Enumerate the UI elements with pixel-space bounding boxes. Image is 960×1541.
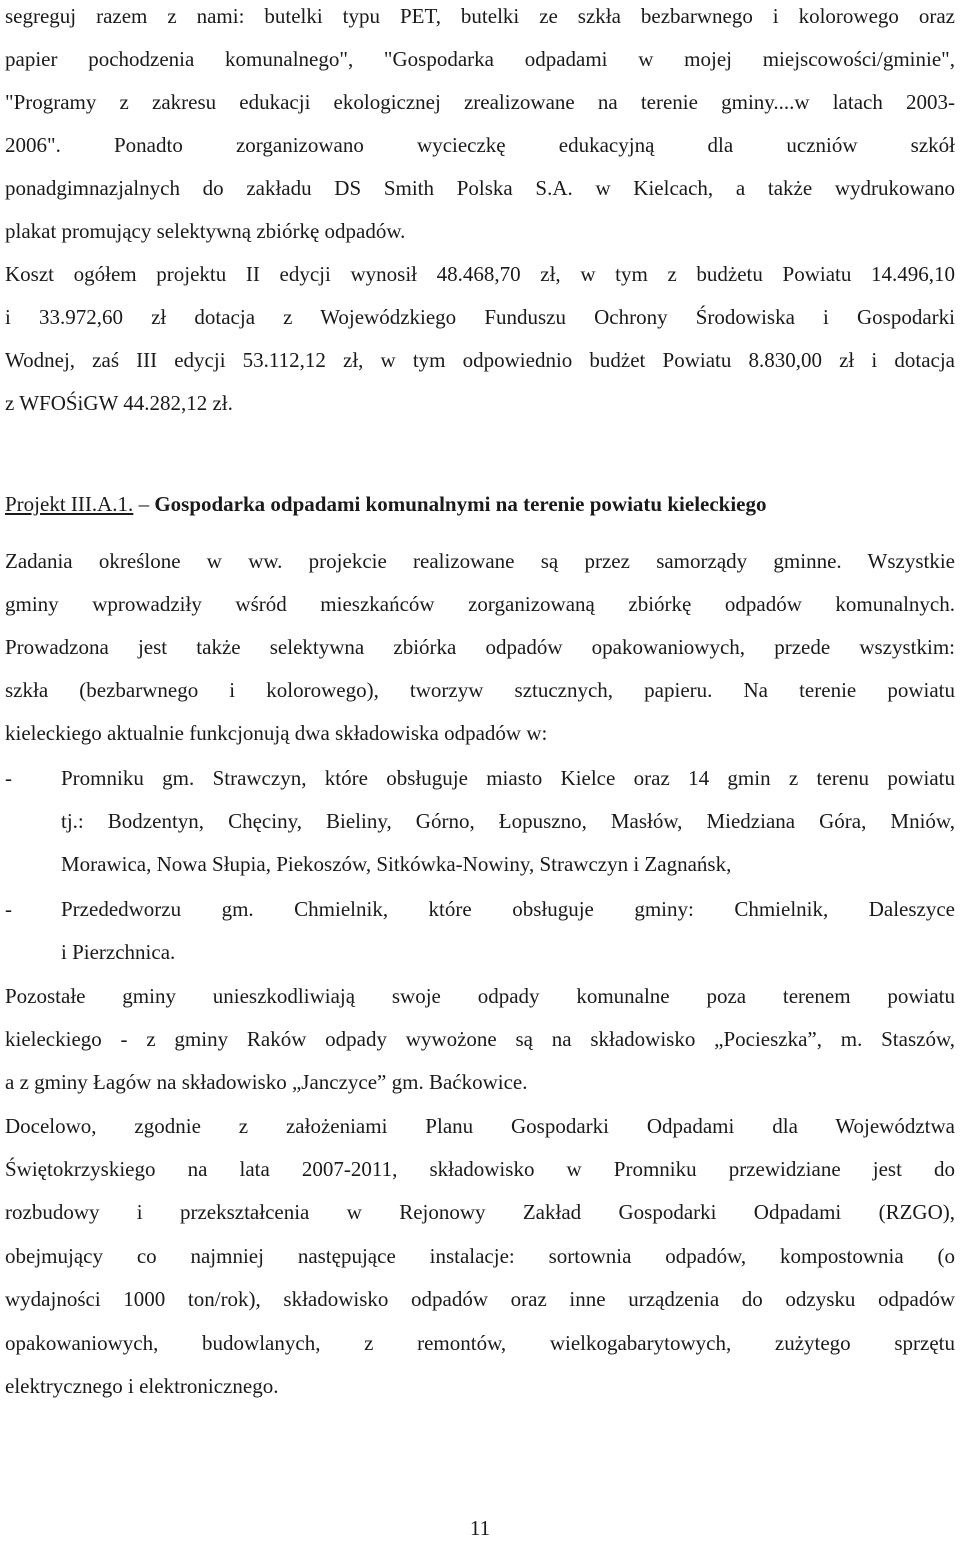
list-item-text: Promniku gm. Strawczyn, które obsługuje miasto Kielce oraz 14 gmin z terenu powiatu	[61, 766, 955, 790]
list-item-text: i Pierzchnica.	[61, 940, 176, 964]
text-line: i 33.972,60 zł dotacja z Wojewódzkiego Funduszu Ochrony Środowiska i Gospodarki	[5, 305, 955, 329]
text-line: obejmujący co najmniej następujące instalacje: sortownia odpadów, kompostownia (o	[5, 1244, 955, 1268]
project-number: Projekt III.A.1.	[5, 492, 134, 516]
section-title: Gospodarka odpadami komunalnymi na terenie powiatu kieleckiego	[154, 492, 767, 516]
text-line: Zadania określone w ww. projekcie realizowane są przez samorządy gminne. Wszystkie	[5, 549, 955, 573]
text-line: 2006". Ponadto zorganizowano wycieczkę edukacyjną dla uczniów szkół	[5, 133, 955, 157]
list-item-text: Przededworzu gm. Chmielnik, które obsługuje gminy: Chmielnik, Daleszyce	[61, 897, 955, 921]
text-line: gminy wprowadziły wśród mieszkańców zorganizowaną zbiórkę odpadów komunalnych.	[5, 592, 955, 616]
text-line: plakat promujący selektywną zbiórkę odpadów.	[5, 219, 406, 243]
section-heading	[5, 491, 955, 517]
text-line: szkła (bezbarwnego i kolorowego), tworzyw sztucznych, papieru. Na terenie powiatu	[5, 678, 955, 702]
page-number: 11	[469, 1516, 491, 1540]
list-dash: -	[5, 897, 12, 921]
text-line: Świętokrzyskiego na lata 2007-2011, składowisko w Promniku przewidziane jest do	[5, 1157, 955, 1181]
text-line: elektrycznego i elektronicznego.	[5, 1374, 279, 1398]
list-dash: -	[5, 766, 12, 790]
text-line: Pozostałe gminy unieszkodliwiają swoje odpady komunalne poza terenem powiatu	[5, 984, 955, 1008]
text-line: Docelowo, zgodnie z założeniami Planu Gospodarki Odpadami dla Województwa	[5, 1114, 955, 1138]
text-line: rozbudowy i przekształcenia w Rejonowy Zakład Gospodarki Odpadami (RZGO),	[5, 1200, 955, 1224]
text-line: "Programy z zakresu edukacji ekologicznej zrealizowane na terenie gminy....w latach 2003-	[5, 90, 955, 114]
list-item-text: Morawica, Nowa Słupia, Piekoszów, Sitkówka-Nowiny, Strawczyn i Zagnańsk,	[61, 852, 732, 876]
text-line: Prowadzona jest także selektywna zbiórka odpadów opakowaniowych, przede wszystkim:	[5, 635, 955, 659]
text-line: Koszt ogółem projektu II edycji wynosił 48.468,70 zł, w tym z budżetu Powiatu 14.496,10	[5, 262, 955, 286]
heading-dash: –	[133, 492, 155, 516]
text-line: z WFOŚiGW 44.282,12 zł.	[5, 391, 233, 415]
list-item-text: tj.: Bodzentyn, Chęciny, Bieliny, Górno, Łopuszno, Masłów, Miedziana Góra, Mniów,	[61, 809, 955, 833]
text-line: kieleckiego - z gminy Raków odpady wywożone są na składowisko „Pocieszka”, m. Staszów,	[5, 1027, 955, 1051]
text-line: Wodnej, zaś III edycji 53.112,12 zł, w tym odpowiednio budżet Powiatu 8.830,00 zł i dotacja	[5, 348, 955, 372]
text-line: papier pochodzenia komunalnego", "Gospodarka odpadami w mojej miejscowości/gminie",	[5, 47, 955, 71]
text-line: ponadgimnazjalnych do zakładu DS Smith Polska S.A. w Kielcach, a także wydrukowano	[5, 176, 955, 200]
text-line: a z gminy Łagów na składowisko „Janczyce” gm. Baćkowice.	[5, 1070, 528, 1094]
text-line: wydajności 1000 ton/rok), składowisko odpadów oraz inne urządzenia do odzysku odpadów	[5, 1287, 955, 1311]
text-line: opakowaniowych, budowlanych, z remontów, wielkogabarytowych, zużytego sprzętu	[5, 1331, 955, 1355]
text-line: segreguj razem z nami: butelki typu PET, butelki ze szkła bezbarwnego i kolorowego oraz	[5, 4, 955, 28]
text-line: kieleckiego aktualnie funkcjonują dwa składowiska odpadów w:	[5, 721, 548, 745]
